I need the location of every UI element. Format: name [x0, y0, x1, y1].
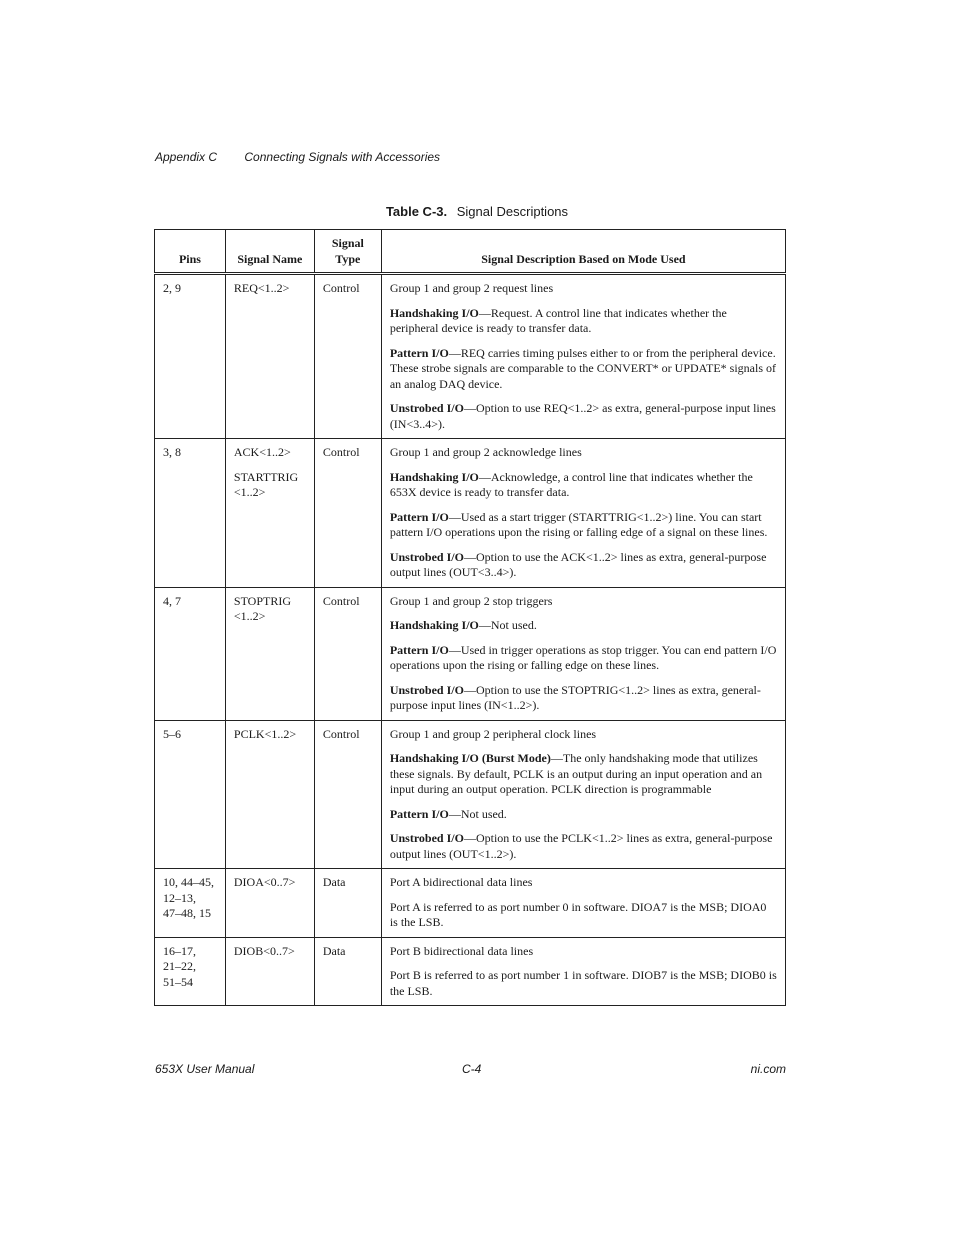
header-pins: Pins: [155, 230, 226, 274]
mode-label: Pattern I/O: [389, 509, 449, 524]
cell-description: [381, 720, 785, 869]
header-signal-name: Signal Name: [225, 230, 314, 274]
signal-name-text: DIOB<0..7>: [233, 943, 295, 958]
cell-pins: [155, 720, 226, 869]
mode-label: Handshaking I/O (Burst Mode): [389, 751, 551, 765]
pins-text: 2, 9: [163, 281, 181, 295]
table-row: [155, 869, 786, 938]
mode-text: —Not used.: [478, 618, 537, 632]
mode-label: Handshaking I/O: [389, 305, 479, 320]
header-signal-type: [314, 230, 381, 274]
footer-page-number: C-4: [462, 1062, 482, 1076]
section-title: Connecting Signals with Accessories: [244, 150, 441, 164]
mode-label: Unstrobed I/O: [389, 682, 464, 697]
description-summary: Group 1 and group 2 request lines: [389, 281, 554, 295]
mode-description: [390, 618, 777, 634]
mode-text: Port A is referred to as port number 0 in software. DIOA7 is the MSB; DIOA0 is the LSB.: [389, 899, 767, 929]
pins-text: 3, 8: [163, 445, 181, 459]
header-signal-type-line2: Type: [335, 251, 361, 266]
mode-description: [390, 346, 777, 393]
mode-description: [390, 683, 777, 714]
mode-label: Unstrobed I/O: [389, 549, 464, 564]
cell-signal-type: Control: [314, 439, 381, 588]
signal-name-text: DIOA<0..7>: [233, 875, 296, 889]
mode-text: Port B is referred to as port number 1 in software. DIOB7 is the MSB; DIOB0 is the LSB.: [389, 968, 777, 998]
table-header-row: [155, 230, 786, 274]
footer-website: ni.com: [750, 1062, 786, 1076]
cell-signal-name: [225, 587, 314, 720]
description-summary: Group 1 and group 2 stop triggers: [389, 593, 553, 608]
mode-label: Unstrobed I/O: [389, 401, 464, 415]
cell-signal-name: [225, 720, 314, 869]
mode-text: —Option to use the PCLK<1..2> lines as extra, general-purpose output lines (OUT<1..2>).: [389, 831, 773, 861]
mode-label: Unstrobed I/O: [389, 831, 464, 845]
description-summary: Group 1 and group 2 peripheral clock lines: [389, 726, 597, 741]
header-signal-type-line1: Signal: [331, 236, 364, 250]
table-caption-label: Table C-3.: [385, 204, 448, 219]
cell-description: [381, 937, 785, 1006]
signal-descriptions-table: [154, 229, 786, 1006]
cell-description: [381, 869, 785, 938]
mode-label: Handshaking I/O: [389, 469, 479, 484]
mode-description: [390, 968, 777, 999]
cell-signal-type: Data: [314, 869, 381, 938]
cell-signal-name: [225, 439, 314, 588]
description-summary: Group 1 and group 2 acknowledge lines: [389, 445, 582, 459]
signal-name-text: PCLK<1..2>: [233, 726, 297, 741]
cell-signal-type: Data: [314, 937, 381, 1006]
cell-signal-name: [225, 937, 314, 1006]
mode-text: —Option to use REQ<1..2> as extra, general-purpose input lines (IN<3..4>).: [389, 401, 776, 431]
description-summary: Port A bidirectional data lines: [389, 875, 533, 889]
mode-label: Pattern I/O: [389, 642, 449, 657]
mode-description: [390, 831, 777, 862]
cell-pins: [155, 274, 226, 439]
cell-signal-name: [225, 274, 314, 439]
table-caption: [0, 204, 954, 219]
table-caption-title: Signal Descriptions: [456, 204, 569, 219]
cell-description: [381, 587, 785, 720]
mode-label: Pattern I/O: [389, 806, 449, 821]
mode-description: [390, 751, 777, 798]
table-row: [155, 937, 786, 1006]
mode-description: [390, 470, 777, 501]
signal-name-text: STOPTRIG <1..2>: [233, 593, 292, 623]
mode-text: —Request. A control line that indicates whether the peripheral device is ready to transfer data.: [389, 305, 727, 335]
pins-text: 4, 7: [163, 593, 181, 608]
mode-description: [390, 643, 777, 674]
cell-pins: [155, 937, 226, 1006]
table-row: [155, 720, 786, 869]
cell-signal-name: [225, 869, 314, 938]
cell-signal-type: Control: [314, 274, 381, 439]
mode-text: —Used in trigger operations as stop trigger. You can end pattern I/O operations upon the rising or falling edge on these lines.: [389, 642, 777, 672]
cell-signal-type: Control: [314, 720, 381, 869]
mode-text: —Option to use the ACK<1..2> lines as extra, general-purpose output lines (OUT<3..4>).: [389, 549, 767, 579]
table-body: [155, 274, 786, 1006]
cell-description: [381, 274, 785, 439]
mode-description: [390, 807, 777, 823]
mode-text: —REQ carries timing pulses either to or from the peripheral device. These strobe signals are comparable to the CONVERT* or UPDATE* signals of an analog DAQ device.: [389, 345, 777, 391]
mode-description: [390, 401, 777, 432]
mode-label: Pattern I/O: [389, 345, 449, 360]
appendix-label: Appendix C: [155, 150, 218, 164]
running-head: [155, 150, 440, 164]
table-row: [155, 587, 786, 720]
table-row: [155, 439, 786, 588]
cell-description: [381, 439, 785, 588]
footer-manual-title: 653X User Manual: [155, 1062, 255, 1076]
mode-text: —Acknowledge, a control line that indicates whether the 653X device is ready to transfer data.: [389, 469, 753, 499]
cell-pins: [155, 587, 226, 720]
cell-pins: [155, 869, 226, 938]
mode-description: [390, 306, 777, 337]
mode-description: [390, 510, 777, 541]
mode-text: —The only handshaking mode that utilizes these signals. By default, PCLK is an output during an input operation and an input during an output operation. PCLK direction is programmable: [389, 751, 763, 796]
mode-text: —Option to use the STOPTRIG<1..2> lines as extra, general-purpose input lines (IN<1..2>).: [389, 682, 761, 712]
description-summary: Port B bidirectional data lines: [389, 943, 534, 958]
mode-label: Handshaking I/O: [389, 618, 479, 632]
mode-description: [390, 900, 777, 931]
pins-text: 5–6: [163, 726, 181, 741]
cell-signal-type: Control: [314, 587, 381, 720]
signal-name-text: STARTTRIG <1..2>: [233, 469, 299, 499]
pins-text: 16–17, 21–22, 51–54: [163, 943, 196, 989]
pins-text: 10, 44–45, 12–13, 47–48, 15: [163, 875, 214, 920]
signal-name-text: ACK<1..2>: [233, 445, 291, 459]
cell-pins: [155, 439, 226, 588]
mode-text: —Not used.: [448, 806, 507, 821]
header-description: Signal Description Based on Mode Used: [381, 230, 785, 274]
table-row: [155, 274, 786, 439]
mode-text: —Used as a start trigger (STARTTRIG<1..2>) line. You can start pattern I/O operations upon the rising or falling edge of a signal on these lines.: [389, 509, 768, 539]
mode-description: [390, 550, 777, 581]
signal-name-text: REQ<1..2>: [233, 281, 290, 295]
